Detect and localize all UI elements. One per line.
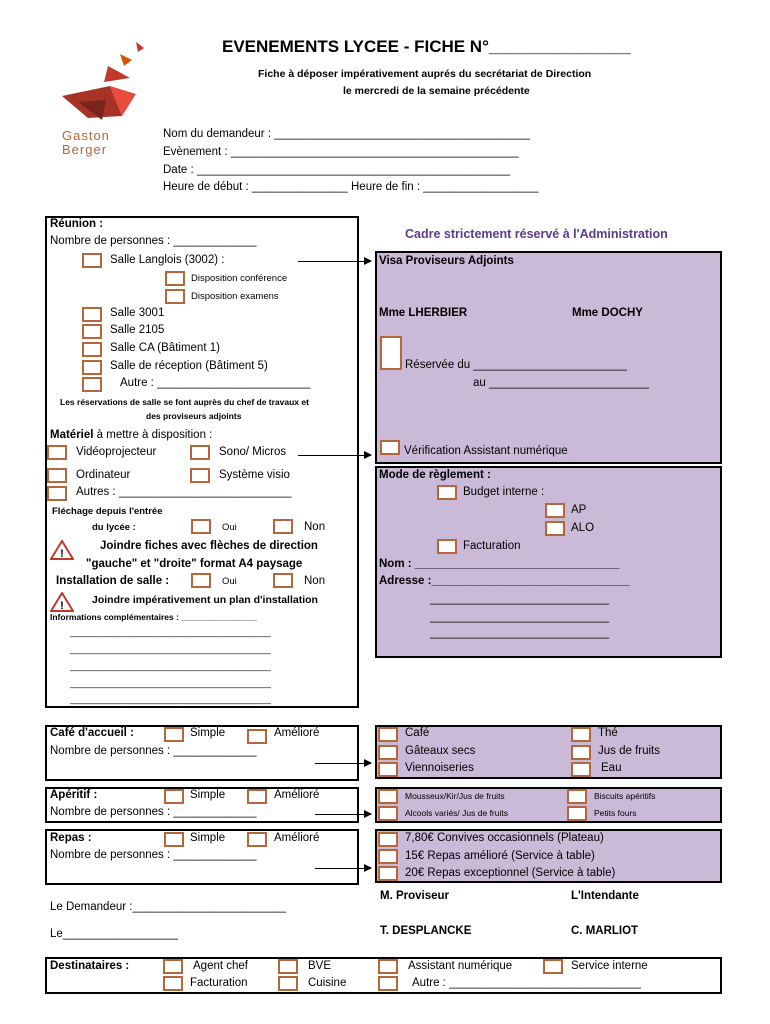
aperitif-title: Apéritif : [50,789,98,801]
logo-text-berger: Berger [62,142,108,157]
checkbox-autres-materiel[interactable] [47,486,67,501]
label-repas-ameliore: Amélioré [274,832,320,844]
info-line-2[interactable]: ______________________________________ [70,644,271,655]
arrow-aperitif [315,814,371,815]
checkbox-aperitif-simple[interactable] [164,789,184,804]
label-petits-fours: Petits fours [594,808,637,818]
label-salle-langlois: Salle Langlois (3002) : [110,254,225,266]
label-cuisine: Cuisine [308,977,347,989]
arrow-langlois [298,261,371,262]
info-line-3[interactable]: ______________________________________ [70,661,271,672]
adresse-line-1[interactable]: ____________________________ [430,593,610,605]
label-dest-facturation: Facturation [190,977,248,989]
checkbox-sono[interactable] [190,445,210,460]
flechage-label-1: Fléchage depuis l'entrée [52,506,163,517]
label-repas-780: 7,80€ Convives occasionnels (Plateau) [405,832,604,844]
label-alo: ALO [571,522,595,534]
info-line-5[interactable]: ______________________________________ [70,694,271,705]
reunion-title: Réunion : [50,218,104,230]
field-autre-salle[interactable]: Autre : ________________________ [120,377,311,389]
logo-text-gaston: Gaston [62,128,110,143]
checkbox-autre-salle[interactable] [82,377,102,392]
label-bve: BVE [308,960,332,972]
label-flechage-non: Non [304,521,326,533]
label-repas-simple: Simple [190,832,226,844]
admin-visa-section [375,251,722,464]
joindre-plan: Joindre impérativement un plan d'installation [92,594,318,606]
checkbox-biscuits[interactable] [567,789,587,804]
checkbox-verification[interactable] [380,440,400,455]
label-aperitif-ameliore: Amélioré [274,789,320,801]
checkbox-installation-oui[interactable] [191,573,211,588]
joindre-fleches-2: "gauche" et "droite" format A4 paysage [86,558,303,570]
adresse-line-3[interactable]: ____________________________ [430,627,610,639]
label-salle-3001: Salle 3001 [110,307,165,319]
checkbox-reservee[interactable] [380,336,402,370]
repas-nb-personnes[interactable]: Nombre de personnes : _____________ [50,849,257,861]
label-viennoiseries: Viennoiseries [405,762,474,774]
checkbox-ap[interactable] [545,503,565,518]
label-verification: Vérification Assistant numérique [404,445,568,457]
field-evenement[interactable]: Evènement : _____________________________________________ [163,146,519,158]
subtitle-2: le mercredi de la semaine précédente [343,85,530,97]
adresse-line-2[interactable]: ____________________________ [430,611,610,623]
label-cafe-simple: Simple [190,727,226,739]
label-cafe: Café [405,727,430,739]
label-biscuits: Biscuits apéritifs [594,791,656,801]
checkbox-salle-langlois[interactable] [82,253,102,268]
visa-proviseurs: Visa Proviseurs Adjoints [379,255,514,267]
checkbox-alcools[interactable] [378,806,398,821]
label-alcools: Alcools variés/ Jus de fruits [405,808,508,818]
label-ordinateur: Ordinateur [76,469,131,481]
flechage-label-2: du lycée : [92,522,136,533]
checkbox-budget-interne[interactable] [437,485,457,500]
checkbox-cafe-simple[interactable] [164,727,184,742]
checkbox-cuisine[interactable] [278,976,298,991]
checkbox-repas-15[interactable] [378,849,398,864]
label-videoprojecteur: Vidéoprojecteur [76,446,157,458]
checkbox-jus[interactable] [571,745,591,760]
checkbox-repas-simple[interactable] [164,832,184,847]
reunion-nb-personnes[interactable]: Nombre de personnes : _____________ [50,235,257,247]
field-heures[interactable]: Heure de début : _______________ Heure de fin : __________________ [163,181,539,193]
page-title: EVENEMENTS LYCEE - FICHE N°_______________ [222,37,631,56]
aperitif-nb-personnes[interactable]: Nombre de personnes : _____________ [50,806,257,818]
field-le-date[interactable]: Le__________________ [50,928,178,940]
label-systeme-visio: Système visio [219,469,290,481]
checkbox-salle-ca[interactable] [82,342,102,357]
label-budget-interne: Budget interne : [463,486,545,498]
warning-icon-2 [50,592,74,612]
subtitle-1: Fiche à déposer impérativement auprés du secrétariat de Direction [258,68,592,80]
repas-title: Repas : [50,832,92,844]
label-agent-chef: Agent chef [193,960,248,972]
field-reservee-au[interactable]: au _________________________ [473,377,649,389]
checkbox-petits-fours[interactable] [567,806,587,821]
label-ap: AP [571,504,587,516]
field-nom-demandeur[interactable]: Nom du demandeur : ________________________________________ [163,128,531,140]
checkbox-cafe[interactable] [378,727,398,742]
admin-title: Cadre strictement réservé à l'Administration [405,227,668,241]
label-the: Thé [598,727,618,739]
checkbox-salle-reception[interactable] [82,360,102,375]
label-cafe-ameliore: Amélioré [274,727,320,739]
destinataires-title: Destinataires : [50,960,130,972]
arrow-cafe [315,763,371,764]
label-marliot: C. MARLIOT [571,925,639,937]
label-service-interne: Service interne [571,960,648,972]
materiel-heading [50,429,212,441]
label-eau: Eau [601,762,622,774]
label-repas-20: 20€ Repas exceptionnel (Service à table) [405,867,616,879]
checkbox-flechage-oui[interactable] [191,519,211,534]
checkbox-disposition-examens[interactable] [165,289,185,304]
checkbox-disposition-conference[interactable] [165,271,185,286]
checkbox-agent-chef[interactable] [163,959,183,974]
checkbox-repas-ameliore[interactable] [247,832,267,847]
cafe-title: Café d'accueil : [50,727,134,739]
checkbox-alo[interactable] [545,521,565,536]
arrow-repas [315,868,371,869]
checkbox-assistant-numerique[interactable] [378,959,398,974]
checkbox-viennoiseries[interactable] [378,762,398,777]
field-date[interactable]: Date : _________________________________________________ [163,164,511,176]
checkbox-facturation[interactable] [437,539,457,554]
label-disposition-conference: Disposition conférence [191,273,288,284]
svg-text:!: ! [60,548,64,560]
checkbox-service-interne[interactable] [543,959,563,974]
checkbox-salle-2105[interactable] [82,324,102,339]
checkbox-dest-autre[interactable] [378,976,398,991]
label-salle-2105: Salle 2105 [110,324,165,336]
reservation-note-2: des proviseurs adjoints [146,411,242,421]
mode-reglement-title: Mode de règlement : [379,469,491,481]
label-lherbier: Mme LHERBIER [379,307,468,319]
field-le-demandeur[interactable]: Le Demandeur :________________________ [50,901,286,913]
cafe-nb-personnes[interactable]: Nombre de personnes : _____________ [50,745,257,757]
field-reservee-du[interactable]: Réservée du ________________________ [405,359,627,371]
checkbox-aperitif-ameliore[interactable] [247,789,267,804]
school-logo [48,38,158,158]
checkbox-gateaux[interactable] [378,745,398,760]
reservation-note-1: Les réservations de salle se font auprès du chef de travaux et [60,397,309,407]
label-aperitif-simple: Simple [190,789,226,801]
materiel-bold: Matériel [50,429,94,441]
field-informations[interactable]: Informations complémentaires : ________________ [50,612,257,622]
label-repas-15: 15€ Repas amélioré (Service à table) [405,850,595,862]
checkbox-cafe-ameliore[interactable] [247,729,267,744]
label-facturation: Facturation [463,540,521,552]
field-autres-materiel[interactable]: Autres : ___________________________ [76,486,292,498]
materiel-rest: à mettre à disposition : [93,429,213,441]
label-salle-ca: Salle CA (Bâtiment 1) [110,342,220,354]
label-proviseur: M. Proviseur [380,890,450,902]
field-dest-autre[interactable]: Autre : ______________________________ [412,977,641,989]
label-dochy: Mme DOCHY [572,307,643,319]
field-adresse[interactable]: Adresse :_______________________________ [379,575,630,587]
label-mousseux: Mousseux/Kir/Jus de fruits [405,791,505,801]
logo-graphic [48,38,158,128]
label-salle-reception: Salle de réception (Bâtiment 5) [110,360,268,372]
checkbox-installation-non[interactable] [273,573,293,588]
label-sono: Sono/ Micros [219,446,287,458]
checkbox-the[interactable] [571,727,591,742]
checkbox-repas-780[interactable] [378,832,398,847]
label-jus: Jus de fruits [598,745,660,757]
checkbox-salle-3001[interactable] [82,307,102,322]
label-installation-non: Non [304,575,326,587]
checkbox-bve[interactable] [278,959,298,974]
warning-icon [50,540,74,560]
checkbox-systeme-visio[interactable] [190,468,210,483]
checkbox-videoprojecteur[interactable] [47,445,67,460]
checkbox-dest-facturation[interactable] [163,976,183,991]
info-line-4[interactable]: ______________________________________ [70,678,271,689]
label-flechage-oui: Oui [222,522,237,533]
installation-label: Installation de salle : [56,575,170,587]
checkbox-mousseux[interactable] [378,789,398,804]
label-disposition-examens: Disposition examens [191,291,279,302]
checkbox-repas-20[interactable] [378,866,398,881]
label-assistant-numerique: Assistant numérique [408,960,513,972]
checkbox-flechage-non[interactable] [273,519,293,534]
checkbox-ordinateur[interactable] [47,468,67,483]
field-nom[interactable]: Nom : ________________________________ [379,558,620,570]
label-desplancke: T. DESPLANCKE [380,925,472,937]
svg-text:!: ! [60,600,64,612]
label-installation-oui: Oui [222,576,237,587]
label-gateaux: Gâteaux secs [405,745,476,757]
arrow-sono [298,455,371,456]
checkbox-eau[interactable] [571,762,591,777]
label-intendante: L'Intendante [571,890,639,902]
info-line-1[interactable]: ______________________________________ [70,627,271,638]
joindre-fleches-1: Joindre fiches avec flèches de direction [100,540,318,552]
